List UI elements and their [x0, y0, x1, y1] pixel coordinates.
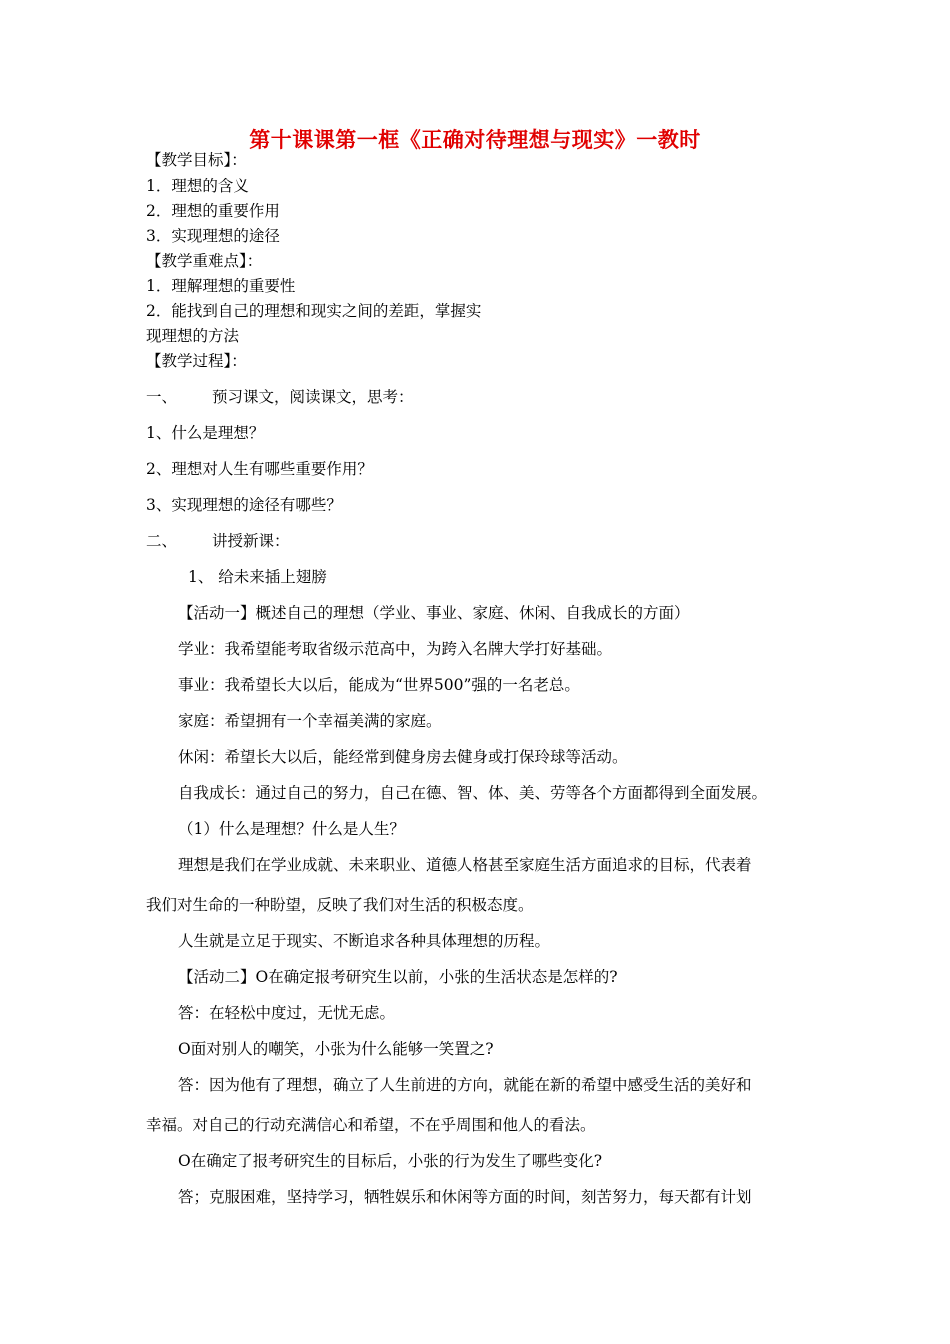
paragraph: 家庭：希望拥有一个幸福美满的家庭。: [178, 712, 442, 730]
objective-item: 3．实现理想的途径: [146, 227, 280, 245]
key-point-item: 2．能找到自己的理想和现实之间的差距，掌握实: [146, 302, 482, 320]
question: Ο在确定了报考研究生的目标后，小张的行为发生了哪些变化?: [178, 1152, 603, 1170]
question-item: 3、实现理想的途径有哪些？: [146, 496, 342, 514]
step-text: 预习课文，阅读课文，思考：: [212, 388, 414, 406]
document-title: 第十课课第一框《正确对待理想与现实》一教时: [249, 127, 701, 152]
subsection-heading: 1、 给未来插上翅膀: [188, 568, 327, 586]
question-item: 1、什么是理想？: [146, 424, 265, 442]
answer: 答：因为他有了理想，确立了人生前进的方向，就能在新的希望中感受生活的美好和: [178, 1076, 752, 1094]
step-number: 一、: [146, 388, 178, 406]
section-heading-key-points: 【教学重难点】：: [146, 252, 263, 270]
activity-one-heading: 【活动一】概述自己的理想（学业、事业、家庭、休闲、自我成长的方面）: [178, 604, 690, 622]
section-heading-objectives: 【教学目标】：: [146, 151, 247, 169]
paragraph: 理想是我们在学业成就、未来职业、道德人格甚至家庭生活方面追求的目标，代表着: [178, 856, 752, 874]
step-text: 讲授新课：: [212, 532, 290, 550]
key-point-item-continued: 现理想的方法: [146, 327, 240, 345]
step-number: 二、: [146, 532, 178, 550]
paragraph-continued: 我们对生命的一种盼望，反映了我们对生活的积极态度。: [146, 896, 534, 914]
key-point-item: 1．理解理想的重要性: [146, 277, 296, 295]
objective-item: 1．理想的含义: [146, 177, 249, 195]
paragraph: 学业：我希望能考取省级示范高中，为跨入名牌大学打好基础。: [178, 640, 613, 658]
objective-item: 2．理想的重要作用: [146, 202, 280, 220]
answer: 答：在轻松中度过，无忧无虑。: [178, 1004, 396, 1022]
question: Ο面对别人的嘲笑，小张为什么能够一笑置之?: [178, 1040, 494, 1058]
section-heading-process: 【教学过程】：: [146, 352, 247, 370]
step-one: [146, 387, 414, 407]
paragraph: 自我成长：通过自己的努力，自己在德、智、体、美、劳等各个方面都得到全面发展。: [178, 784, 768, 802]
answer-continued: 幸福。对自己的行动充满信心和希望，不在乎周围和他人的看法。: [146, 1116, 596, 1134]
question-item: 2、理想对人生有哪些重要作用？: [146, 460, 373, 478]
question-heading: （1）什么是理想？什么是人生？: [178, 820, 405, 838]
activity-two-heading: 【活动二】Ο在确定报考研究生以前，小张的生活状态是怎样的?: [178, 968, 618, 986]
paragraph: 事业：我希望长大以后，能成为“世界500”强的一名老总。: [178, 676, 580, 694]
step-two: [146, 531, 290, 551]
paragraph: 人生就是立足于现实、不断追求各种具体理想的历程。: [178, 932, 551, 950]
answer: 答；克服困难，坚持学习，牺牲娱乐和休闲等方面的时间，刻苦努力，每天都有计划: [178, 1188, 752, 1206]
paragraph: 休闲：希望长大以后，能经常到健身房去健身或打保玲球等活动。: [178, 748, 628, 766]
